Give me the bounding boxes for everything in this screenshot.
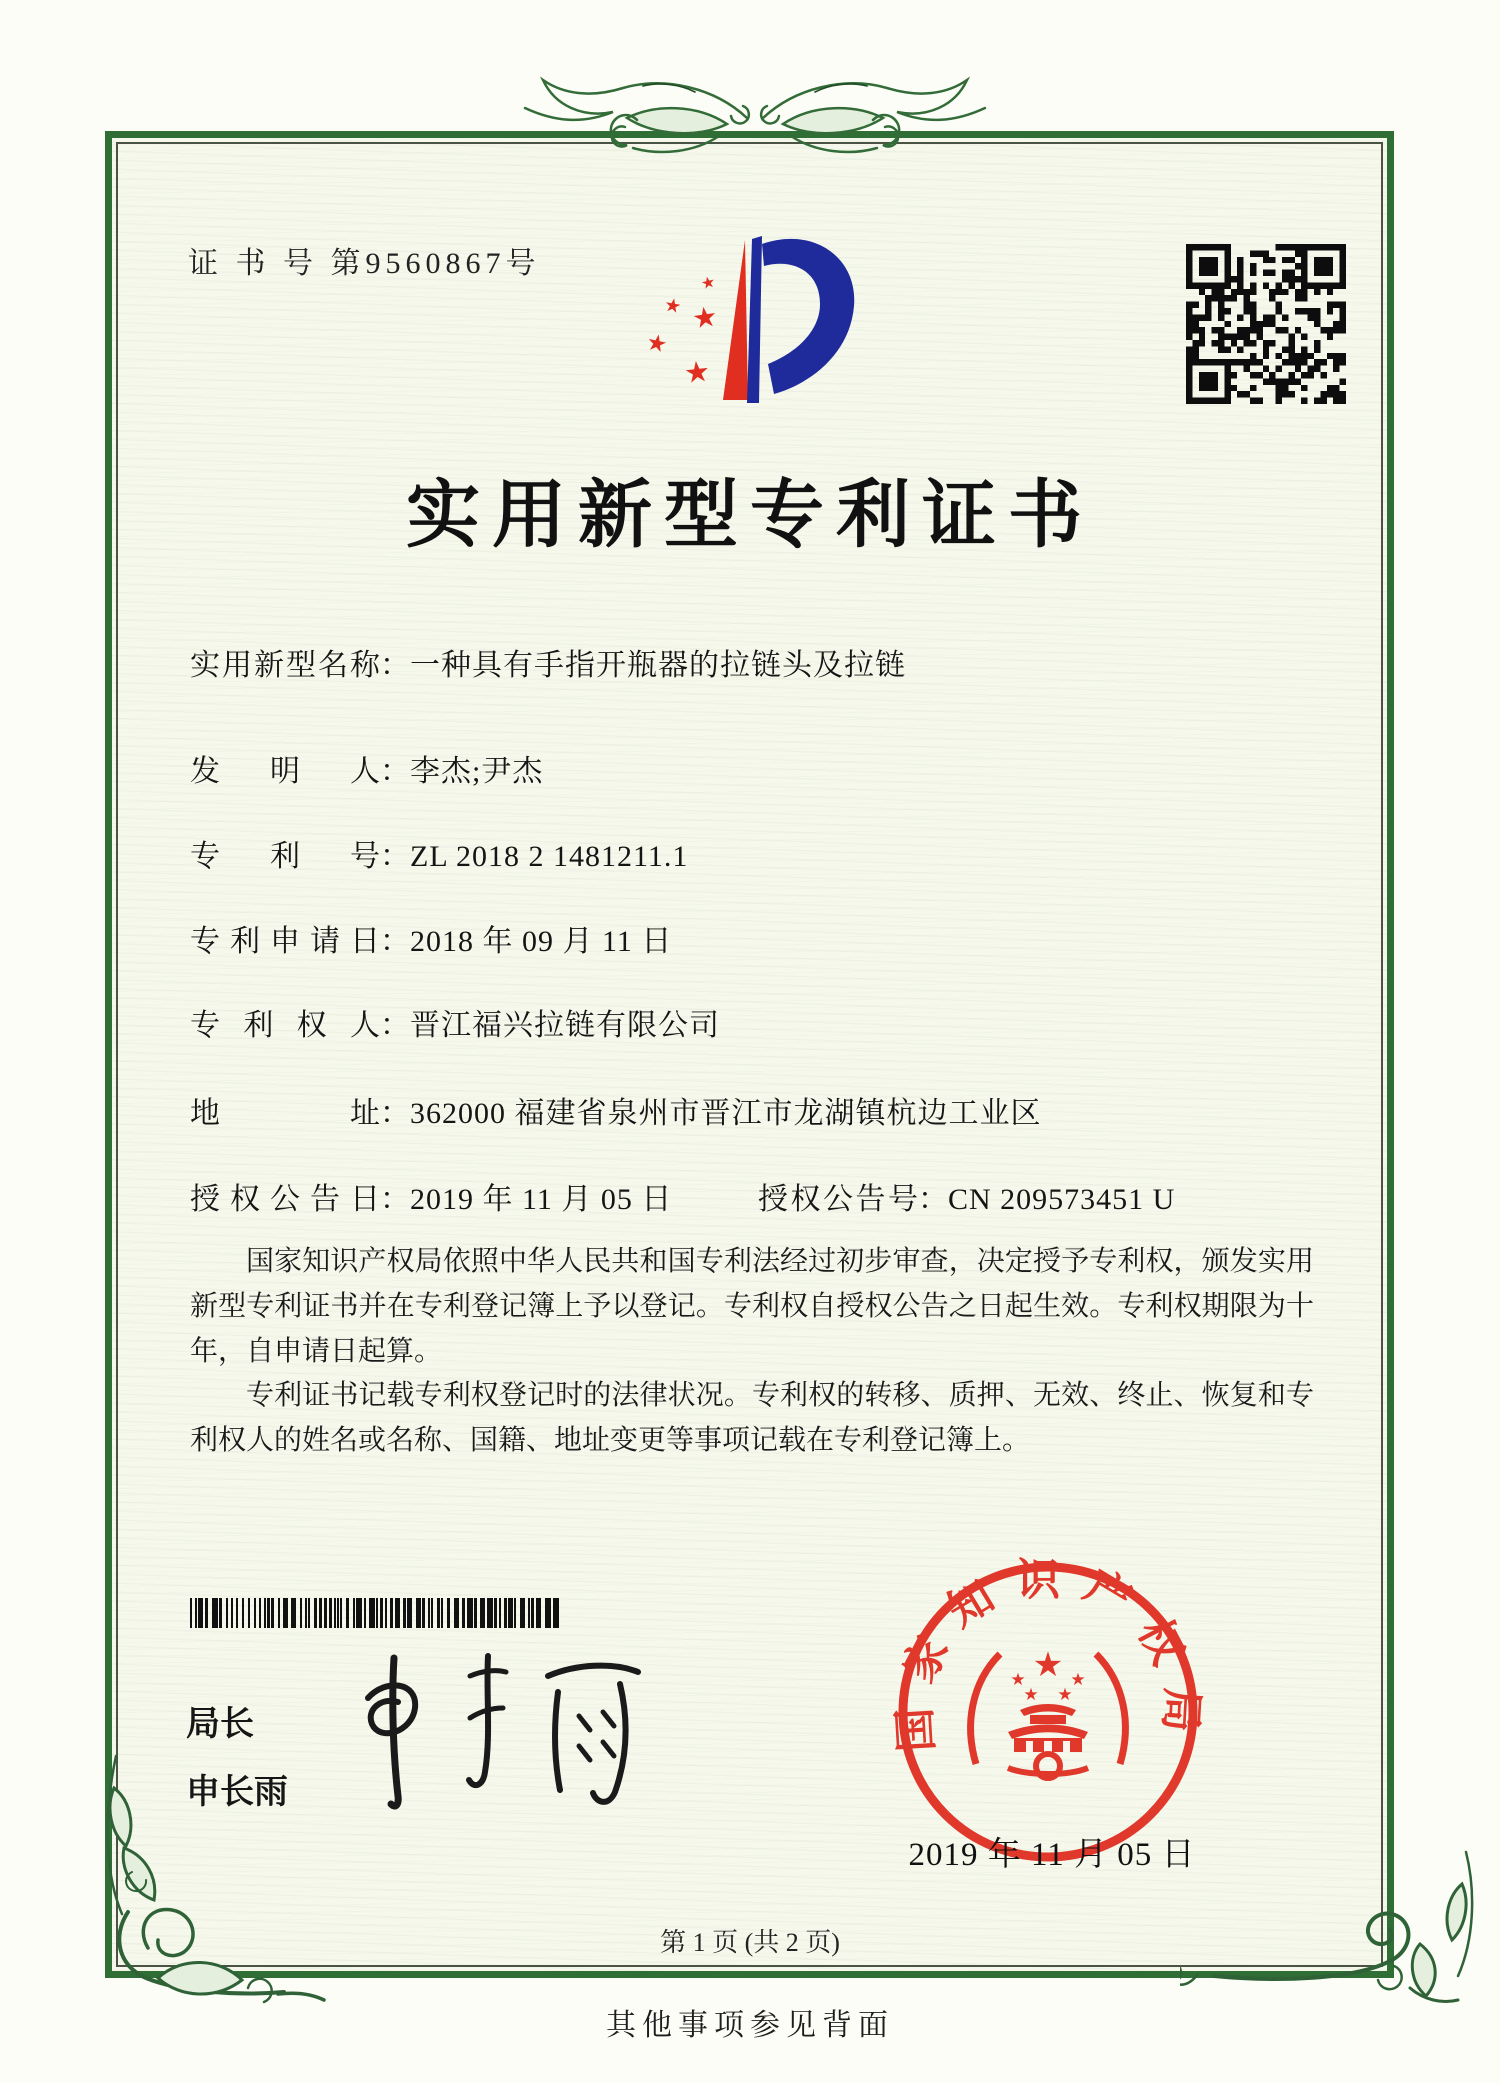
- field-label: 专利号: [190, 840, 380, 873]
- colon: ：: [380, 1009, 410, 1042]
- page-number: 第 1 页 (共 2 页): [660, 1928, 840, 1957]
- svg-text:★: ★: [690, 299, 720, 336]
- field-row-inventor: [190, 746, 1350, 790]
- field-row-grant: [190, 1174, 1350, 1218]
- field-value: 2018 年 09 月 11 日: [410, 925, 673, 958]
- field-value: 2019 年 11 月 05 日: [410, 1183, 673, 1216]
- field-label: 发明人: [190, 755, 380, 788]
- svg-text:★: ★: [1057, 1685, 1073, 1705]
- logo-red-wedge: [723, 240, 748, 400]
- colon: ：: [380, 755, 410, 788]
- field-label: 专利权人: [190, 1009, 380, 1042]
- field-row-patentee: [190, 1000, 1350, 1044]
- field-row-name: [190, 640, 1350, 684]
- field-value: ZL 2018 2 1481211.1: [410, 840, 689, 873]
- seal-national-emblem: [971, 1645, 1126, 1778]
- svg-text:★: ★: [644, 329, 670, 359]
- director-signature: [352, 1646, 652, 1826]
- svg-text:★: ★: [662, 293, 684, 319]
- certificate-number: 证 书 号 第9560867号: [188, 247, 541, 280]
- field-label: 实用新型名称: [190, 649, 380, 682]
- qr-code: [1186, 244, 1346, 404]
- back-side-note: 其他事项参见背面: [606, 2008, 894, 2043]
- field-grant-no: [758, 1174, 1175, 1218]
- colon: ：: [380, 649, 410, 682]
- svg-text:★: ★: [1032, 1645, 1064, 1685]
- logo-blue-p: [747, 236, 854, 403]
- field-label: 专利申请日: [190, 925, 380, 958]
- field-value: 晋江福兴拉链有限公司: [410, 1009, 720, 1042]
- svg-text:★: ★: [1070, 1670, 1086, 1690]
- field-value: 李杰;尹杰: [410, 755, 544, 788]
- field-row-filing-date: [190, 916, 1350, 960]
- field-label: 授权公告日: [190, 1183, 380, 1216]
- legal-paragraph-1: 国家知识产权局依照中华人民共和国专利法经过初步审查，决定授予专利权，颁发实用新型专利证书并在专利登记簿上予以登记。专利权自授权公告之日起生效。专利权期限为十年，自申请日起算。: [190, 1244, 1314, 1367]
- seal-text: 国家知识产权局: [889, 1555, 1207, 1754]
- field-row-patent-no: [190, 831, 1350, 875]
- official-seal: [888, 1552, 1208, 1872]
- cnipa-logo: [612, 206, 892, 431]
- field-value: CN 209573451 U: [948, 1183, 1176, 1216]
- svg-text:★: ★: [699, 271, 718, 294]
- svg-text:★: ★: [1023, 1685, 1039, 1705]
- colon: ：: [380, 840, 410, 873]
- colon: ：: [918, 1183, 948, 1216]
- colon: ：: [380, 925, 410, 958]
- field-label: 地址: [190, 1097, 380, 1130]
- seal-date: 2019 年 11 月 05 日: [908, 1837, 1196, 1873]
- director-name-label: 申长雨: [186, 1773, 288, 1811]
- legal-paragraph-2: 专利证书记载专利权登记时的法律状况。专利权的转移、质押、无效、终止、恢复和专利权人的姓名或名称、国籍、地址变更等事项记载在专利登记簿上。: [190, 1378, 1314, 1456]
- field-value: 362000 福建省泉州市晋江市龙湖镇杭边工业区: [410, 1097, 1042, 1130]
- director-title-label: 局长: [186, 1705, 254, 1743]
- svg-text:★: ★: [682, 353, 712, 391]
- field-row-address: [190, 1088, 1350, 1132]
- field-value: 一种具有手指开瓶器的拉链头及拉链: [410, 649, 906, 682]
- colon: ：: [380, 1097, 410, 1130]
- colon: ：: [380, 1183, 410, 1216]
- certificate-title: 实用新型专利证书: [406, 475, 1094, 557]
- barcode: [190, 1598, 562, 1628]
- field-label: 授权公告号: [758, 1183, 918, 1216]
- svg-text:★: ★: [1010, 1670, 1026, 1690]
- logo-stars: [644, 272, 720, 391]
